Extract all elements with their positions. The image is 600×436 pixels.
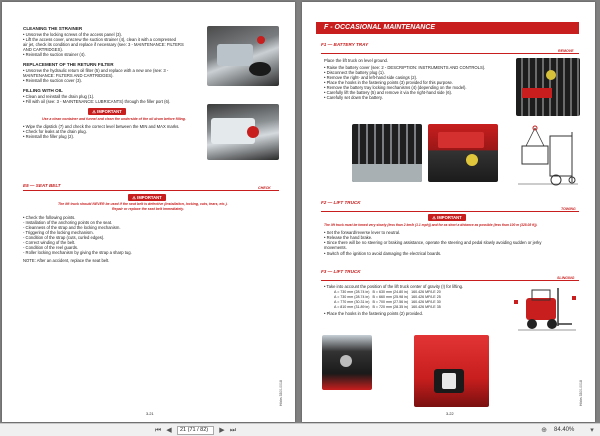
page-number: 3-21 xyxy=(146,412,154,416)
slinging-title: F3 — LIFT TRUCK xyxy=(321,269,361,274)
towing-step: • Switch off the ignition to avoid damaging the electrical boards. xyxy=(324,251,442,256)
page-number-input[interactable]: 21 (71 / 82) xyxy=(177,426,214,435)
strainer-step: • Unscrew the locking screws of the access panel (3). xyxy=(23,32,122,37)
battery-step: • Raise the battery cover (see: 2 - DESCRIPTION: INSTRUMENTS AND CONTROLS). xyxy=(324,65,486,70)
oil-tank-photo xyxy=(207,104,279,160)
seat-belt-note: NOTE: After an accident, replace the seat belt. xyxy=(23,258,110,263)
return-filter-step: • Reinstall the suction cover (3). xyxy=(23,78,82,83)
table-row xyxy=(334,305,441,311)
lifting-diagram xyxy=(514,124,580,188)
filling-oil-step: • Reinstall the filler plug (2). xyxy=(23,134,75,139)
towing-warning: The lift truck must be towed very slowly (less than 2 km/h (1.1 mph)) and for as short a distance as possible (less than 100 m (328.08 ft)). xyxy=(324,223,538,227)
strainer-photo xyxy=(207,26,279,86)
battery-title: F1 — BATTERY TRAY xyxy=(321,42,369,47)
zoom-icon[interactable]: ⊕ xyxy=(541,427,547,434)
viewer-toolbar xyxy=(0,423,600,436)
strainer-step: • Lift the access cover, unscrew the suction strainer (4), clean it with a compressed xyxy=(23,37,176,42)
strainer-step: air jet, check its condition and replace if necessary (see: 3 - MAINTENANCE: FILTERS xyxy=(23,42,184,47)
section-title: F - OCCASIONAL MAINTENANCE xyxy=(316,22,579,34)
last-page-icon[interactable]: ⏭ xyxy=(229,427,237,434)
zoom-dropdown-icon[interactable]: ▾ xyxy=(590,427,594,434)
strainer-step: AND CARTRIDGES). xyxy=(23,47,63,52)
filling-oil-step: • Fill with oil (see: 3 - MAINTENANCE: LUBRICANTS) through the filler port (6). xyxy=(23,99,171,104)
seat-belt-step: - Cleanness of the strap and the locking mechanism. xyxy=(23,225,121,230)
filling-oil-step: • Wipe the dipstick (7) and check the correct level between the MIN and MAX marks. xyxy=(23,124,180,129)
seat-belt-title: E5 — SEAT BELT xyxy=(23,183,61,188)
battery-step: • Carefully lift the battery (5) and remove it via the right-hand side (6). xyxy=(324,90,453,95)
zoom-level[interactable]: 84.40% xyxy=(554,427,575,433)
battery-step: • Remove the right- and left-hand side casings (2). xyxy=(324,75,418,80)
first-page-icon[interactable]: ⏮ xyxy=(154,427,162,434)
filling-oil-step: • Check for leaks at the drain plug. xyxy=(23,129,87,134)
document-code: Hibbs 3300-0018 xyxy=(579,380,583,406)
table-cell: B = 660 mm (25.98 in) xyxy=(372,295,409,299)
table-cell: 160.426 MF/LE 20 xyxy=(411,290,441,294)
towing-title: F2 — LIFT TRUCK xyxy=(321,200,361,205)
page-left xyxy=(2,2,295,422)
towing-tag: TOWING xyxy=(561,207,576,211)
seat-belt-step: - Triggering of the locking mechanism. xyxy=(23,230,94,235)
seat-belt-step: - Condition of the strap (cuts, curled edges). xyxy=(23,235,105,240)
table-cell: 160.426 MF/LE 25 xyxy=(411,295,441,299)
return-filter-step: MAINTENANCE: FILTERS AND CARTRIDGES). xyxy=(23,73,114,78)
table-cell: B = 630 mm (24.80 in) xyxy=(372,290,409,294)
important-label: IMPORTANT xyxy=(137,195,162,200)
strainer-step: • Reinstall the suction strainer (4). xyxy=(23,52,86,57)
towing-step: • Since there will be no steering or braking assistance, operate the steering and pedal slowly avoiding sudden or jerky xyxy=(324,240,542,245)
battery-step: • Disconnect the battery plug (1). xyxy=(324,70,385,75)
seat-belt-step: - Condition of the reel guards. xyxy=(23,245,79,250)
table-cell: A = 730 mm (28.74 in) xyxy=(334,295,370,299)
page-number: 3-22 xyxy=(446,412,454,416)
important-label: IMPORTANT xyxy=(97,109,122,114)
section-divider xyxy=(321,53,579,54)
seat-belt-step: - Roller locking mechanism by giving the strap a sharp tug. xyxy=(23,250,132,255)
seat-belt-step: - Installation of the anchoring points on the seat. xyxy=(23,220,113,225)
return-filter-title: REPLACEMENT OF THE RETURN FILTER xyxy=(23,62,114,67)
section-divider xyxy=(321,211,579,212)
next-page-icon[interactable]: ▶ xyxy=(219,427,225,434)
towing-step: • Release the hand brake. xyxy=(324,235,373,240)
towing-step: • Set the forward/reverse lever to neutral. xyxy=(324,230,401,235)
section-divider xyxy=(321,280,579,281)
important-banner: ⚠ IMPORTANT xyxy=(128,194,166,201)
table-cell: B = 700 mm (27.56 in) xyxy=(372,300,409,304)
important-banner: ⚠ IMPORTANT xyxy=(428,214,466,221)
battery-step: • Remove the battery tray locking mechanisms (4) (depending on the model). xyxy=(324,85,467,90)
seat-belt-step: - Correct winding of the belt. xyxy=(23,240,76,245)
section-divider xyxy=(23,190,279,191)
prev-page-icon[interactable]: ◀ xyxy=(166,427,172,434)
slinging-intro: • Take into account the position of the lift truck center of gravity (!) for lifting. xyxy=(324,284,464,289)
important-label: IMPORTANT xyxy=(437,215,462,220)
oil-warning: Use a clean container and funnel and clean the underside of the oil drum before filling. xyxy=(42,117,186,121)
table-cell: A = 730 mm (28.74 in) xyxy=(334,290,370,294)
towing-step: movements. xyxy=(324,245,347,250)
filling-oil-step: • Clean and reinstall the drain plug (1). xyxy=(23,94,95,99)
slinging-tag: SLINGING xyxy=(557,276,575,280)
battery-tag: REMOVE xyxy=(558,49,574,53)
forklift-diagram xyxy=(512,286,580,334)
battery-step: • Place the hooks in the fastening points (3) provided for this purpose. xyxy=(324,80,454,85)
battery-casing-photo xyxy=(428,124,498,182)
counterweight-photo xyxy=(322,335,372,390)
table-cell: A = 810 mm (31.89 in) xyxy=(334,305,370,309)
document-code: Hibbs 3300-0018 xyxy=(279,380,283,406)
battery-cells-photo xyxy=(352,124,422,182)
return-filter-step: • Unscrew the hydraulic return oil filter (5) and replace with a new one (see: 3 - xyxy=(23,68,169,73)
table-cell: 160.426 MF/LE 30 xyxy=(411,300,441,304)
lifting-point-photo xyxy=(414,335,489,407)
page-right xyxy=(302,2,595,422)
important-banner: ⚠ IMPORTANT xyxy=(88,108,126,115)
table-cell: B = 720 mm (28.35 in) xyxy=(372,305,409,309)
battery-top-photo xyxy=(516,58,580,116)
table-cell: A = 770 mm (30.31 in) xyxy=(334,300,370,304)
battery-step: Place the lift truck on level ground. xyxy=(324,58,389,63)
filling-oil-title: FILLING WITH OIL xyxy=(23,88,63,93)
seat-belt-step: • Check the following points. xyxy=(23,215,76,220)
slinging-step: • Place the hooks in the fastening points (2) provided. xyxy=(324,311,424,316)
table-cell: 160.426 MF/LE 35 xyxy=(411,305,441,309)
seat-belt-tag: CHECK xyxy=(258,186,271,190)
seat-belt-warning: The lift truck should NEVER be used if the seat belt is defective (installation, locking, cuts, tears, etc.). xyxy=(58,202,228,206)
seat-belt-warning: Repair or replace the seat belt immediately. xyxy=(112,207,185,211)
strainer-title: CLEANING THE STRAINER xyxy=(23,26,83,31)
battery-step: • Carefully set down the battery. xyxy=(324,95,383,100)
